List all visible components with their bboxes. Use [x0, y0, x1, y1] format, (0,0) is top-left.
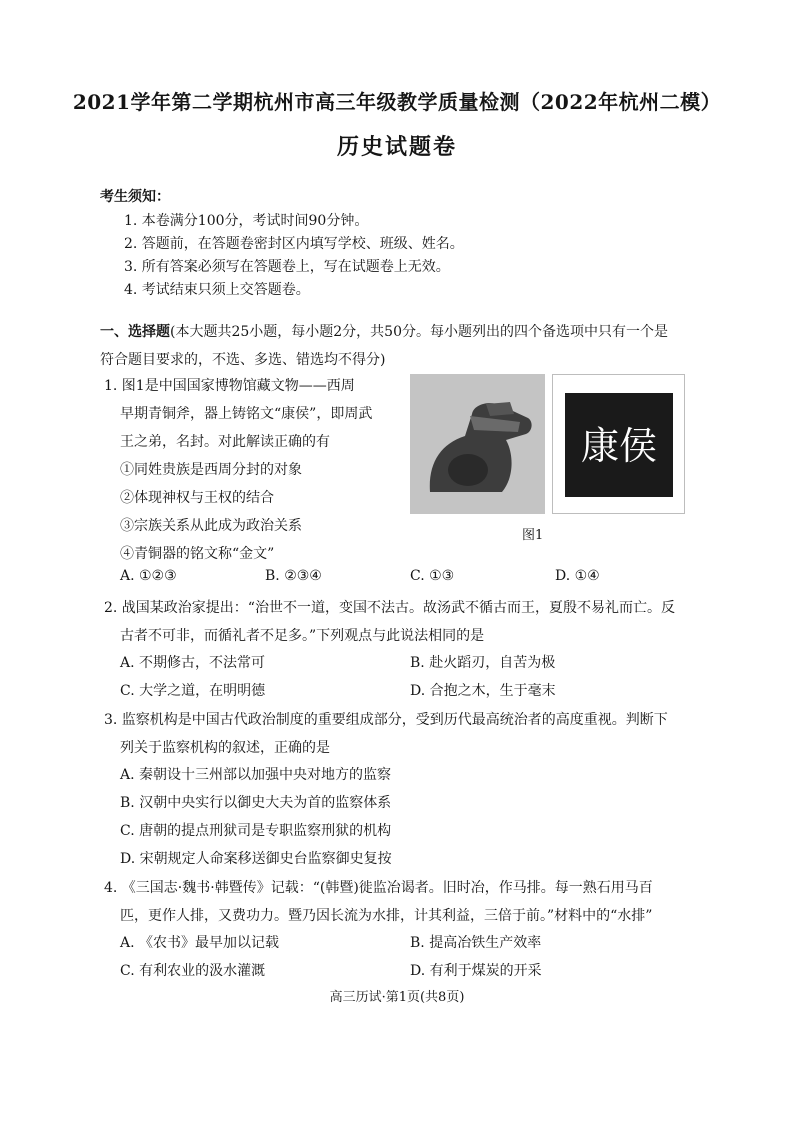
- q4-option-a: A. 《农书》最早加以记载: [120, 935, 280, 951]
- q3-option-c: C. 唐朝的提点刑狱司是专职监察刑狱的机构: [120, 823, 392, 839]
- q4-option-c: C. 有利农业的汲水灌溉: [120, 963, 266, 979]
- question-3-line: 3. 监察机构是中国古代政治制度的重要组成部分，受到历代最高统治者的高度重视。判断下: [104, 712, 668, 728]
- question-1-line: 1. 图1是中国国家博物馆藏文物——西周: [104, 378, 355, 394]
- section-label: 一、选择题: [100, 324, 170, 340]
- question-1-statement: ①同姓贵族是西周分封的对象: [120, 462, 302, 478]
- q1-option-c: C. ①③: [410, 568, 455, 584]
- question-2-line: 古者不可非，而循礼者不足多。”下列观点与此说法相同的是: [120, 628, 485, 644]
- q4-option-b: B. 提高冶铁生产效率: [410, 935, 542, 951]
- notice-heading: 考生须知：: [100, 189, 170, 205]
- q4-option-d: D. 有利于煤炭的开采: [410, 963, 542, 979]
- inscription-rubbing-image: [553, 375, 684, 513]
- q3-option-d: D. 宋朝规定人命案移送御史台监察御史复按: [120, 851, 392, 867]
- question-1-statement: ③宗族关系从此成为政治关系: [120, 518, 302, 534]
- q1-option-b: B. ②③④: [265, 568, 322, 584]
- exam-title: 2021学年第二学期杭州市高三年级教学质量检测（2022年杭州二模）: [72, 90, 722, 114]
- notice-item: 4. 考试结束只须上交答题卷。: [124, 282, 310, 298]
- page-footer: 高三历试·第1页(共8页): [329, 990, 465, 1005]
- q2-option-a: A. 不期修古，不法常可: [120, 655, 266, 671]
- notice-item: 3. 所有答案必须写在答题卷上，写在试题卷上无效。: [124, 259, 450, 275]
- question-1-line: 王之弟，名封。对此解读正确的有: [120, 434, 330, 450]
- question-4-line: 匹，更作人排，又费功力。暨乃因长流为水排，计其利益，三倍于前。”材料中的“水排”: [120, 908, 653, 924]
- question-1-statement: ②体现神权与王权的结合: [120, 490, 274, 506]
- bronze-axe-photo: [410, 374, 545, 514]
- question-4-line: 4. 《三国志·魏书·韩暨传》记载：“(韩暨)徙监冶谒者。旧时冶，作马排。每一熟石用马百: [104, 880, 653, 896]
- question-4: [104, 874, 653, 930]
- q3-option-b: B. 汉朝中央实行以御史大夫为首的监察体系: [120, 795, 392, 811]
- inscription-text: 康侯: [580, 424, 658, 468]
- q2-option-c: C. 大学之道，在明明德: [120, 683, 266, 699]
- q2-option-b: B. 赴火蹈刃，自苦为极: [410, 655, 556, 671]
- exam-subtitle: 历史试题卷: [336, 134, 457, 160]
- section-instructions: (本大题共25小题，每小题2分，共50分。每小题列出的四个备选项中只有一个是: [170, 324, 668, 340]
- notice-item: 2. 答题前，在答题卷密封区内填写学校、班级、姓名。: [124, 236, 464, 252]
- question-3: [104, 706, 668, 762]
- question-1-statement: ④青铜器的铭文称“金文”: [120, 546, 275, 562]
- section-heading: [100, 318, 700, 374]
- question-1: [104, 372, 372, 568]
- section-instructions-2: 符合题目要求的，不选、多选、错选均不得分): [100, 352, 386, 368]
- q3-option-a: A. 秦朝设十三州部以加强中央对地方的监察: [120, 767, 392, 783]
- bronze-axe-illustration: [410, 374, 545, 514]
- question-2: [104, 594, 675, 650]
- q1-option-a: A. ①②③: [120, 568, 177, 584]
- q1-option-d: D. ①④: [555, 568, 600, 584]
- question-2-line: 2. 战国某政治家提出：“治世不一道，变国不法古。故汤武不循古而王，夏殷不易礼而亡。反: [104, 600, 675, 616]
- figure-caption: 图1: [522, 528, 544, 543]
- notice-item: 1. 本卷满分100分，考试时间90分钟。: [124, 213, 369, 229]
- q2-option-d: D. 合抱之木，生于毫末: [410, 683, 556, 699]
- question-1-line: 早期青铜斧，器上铸铭文“康侯”，即周武: [120, 406, 373, 422]
- question-3-line: 列关于监察机构的叙述，正确的是: [120, 740, 330, 756]
- inscription-rubbing: [552, 374, 685, 514]
